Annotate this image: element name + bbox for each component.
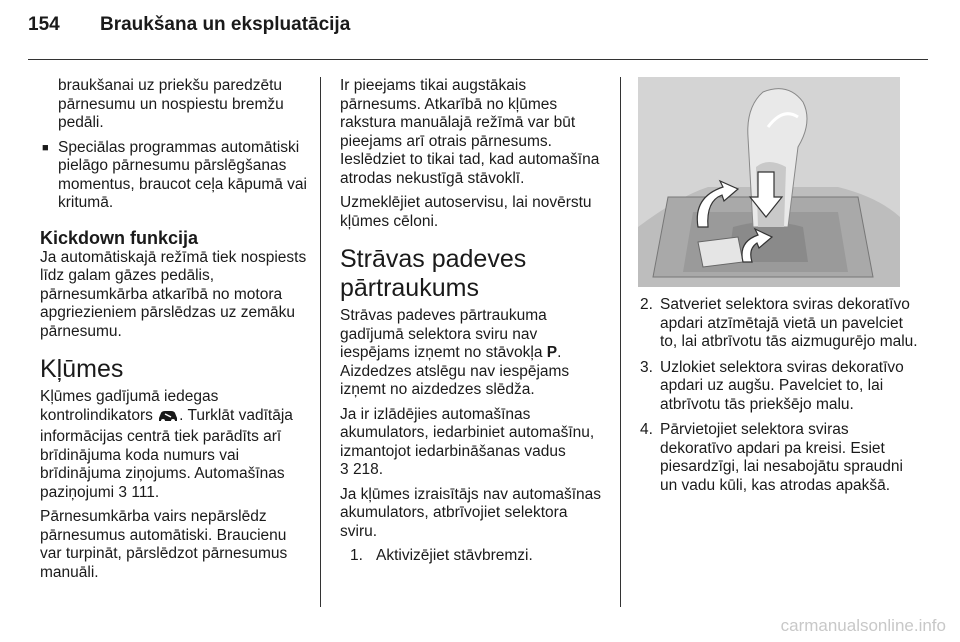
column-divider (320, 77, 321, 607)
faults-page-ref[interactable]: 111. (131, 483, 160, 501)
step-number: 1. (350, 547, 363, 564)
step-text: Pārvietojiet selektora sviras dekoratīvo apdari pa kreisi. Esiet piesardzīgi, lai nesabojātu spraudni un vadu kūli, kas atrodas apakšā. (660, 421, 903, 494)
column-3 (638, 296, 918, 502)
faults-text-a: Kļūmes gadījumā iedegas kontrolindikators (40, 388, 219, 424)
intro-continued: braukšanai uz priekšu paredzētu pārnesumu un nospiestu bremžu pedāli. (58, 77, 284, 131)
paragraph-battery (340, 406, 608, 480)
gear-selector-illustration (638, 77, 900, 287)
power-interruption-heading: Strāvas padeves pārtraukums (340, 245, 527, 302)
section-title: Braukšana un ekspluatācija (100, 14, 351, 35)
steps-list (340, 547, 608, 566)
bullet-item (40, 139, 308, 213)
car-wrench-indicator-icon (157, 409, 179, 429)
reference-arrow-icon: 3 (340, 461, 349, 478)
paragraph-power (340, 307, 608, 400)
step-text: Aktivizējiet stāvbremzi. (376, 547, 533, 564)
power-text-b: . Aizdedzes atslēgu nav iespējams izņemt no aizdedzes slēdža. (340, 344, 570, 398)
step-text: Uzlokiet selektora sviras dekoratīvo apdari uz augšu. Pavelciet to, lai atbrīvotu tās priekšējo malu. (660, 358, 904, 413)
faults-paragraph-2: Pārnesumkārba vairs nepārslēdz pārnesumus automātiski. Braucienu var turpināt, pārslēdzot pārnesumus manuāli. (40, 508, 288, 581)
paragraph-release: Ja kļūmes izraisītājs nav automašīnas akumulators, atbrīvojiet selektora sviru. (340, 485, 602, 540)
bullet-square-icon: ■ (42, 141, 49, 154)
kickdown-heading: Kickdown funkcija (40, 227, 199, 248)
header-rule (28, 59, 928, 60)
kickdown-text: Ja automātiskajā režīmā tiek nospiests līdz galam gāzes pedālis, pārnesumkārba atkarībā no motora apgriezieniem pārslēdzas uz zemāku pārnesumu. (40, 248, 307, 340)
step-number: 4. (640, 421, 653, 438)
list-item (340, 547, 608, 566)
page-header (28, 14, 350, 36)
paragraph-top-gear: Ir pieejams tikai augstākais pārnesums. Atkarībā no kļūmes rakstura manuālajā režīmā var būt pieejams arī otrais pārnesums. Ieslēdziet to tikai tad, kad automašīna atrodas nekustīgā stāvoklī. (340, 77, 600, 187)
reference-arrow-icon: 3 (118, 483, 128, 501)
column-2 (340, 77, 608, 573)
step-number: 2. (640, 296, 653, 313)
list-item (638, 359, 918, 415)
faults-heading: Kļūmes (40, 355, 124, 383)
bullet-text: Speciālas programmas automātiski pielāgo pārnesumu pārslēgšanas momentus, braucot ceļa kāpumā vai kritumā. (58, 138, 307, 211)
steps-list (638, 296, 918, 495)
list-item (638, 296, 918, 352)
step-text: Satveriet selektora sviras dekoratīvo apdari atzīmētajā vietā un pavelciet to, lai atbrīvotu tās aizmugurējo malu. (660, 296, 918, 350)
faults-text-b: . Turklāt vadītāja informācijas centrā tiek parādīts arī brīdinājuma koda numurs vai brīdinājuma ziņojums. Automašīnas paziņojumi (40, 406, 293, 501)
column-1 (40, 77, 308, 588)
power-text-a: Strāvas padeves pārtraukuma gadījumā selektora sviru nav iespējams izņemt no stāvokļa (340, 307, 547, 361)
page-number: 154 (28, 14, 60, 35)
faults-paragraph-1 (40, 388, 308, 502)
list-item (638, 421, 918, 495)
watermark: carmanualsonline.info (780, 616, 946, 635)
position-p: P (546, 344, 558, 361)
column-divider (620, 77, 621, 607)
paragraph-service: Uzmeklējiet autoservisu, lai novērstu kļūmes cēloni. (340, 194, 592, 230)
step-number: 3. (640, 358, 653, 376)
battery-page-ref[interactable]: 218. (352, 461, 384, 478)
battery-text: Ja ir izlādējies automašīnas akumulators, iedarbiniet automašīnu, izmantojot iedarbināšanas vadus (340, 405, 595, 460)
